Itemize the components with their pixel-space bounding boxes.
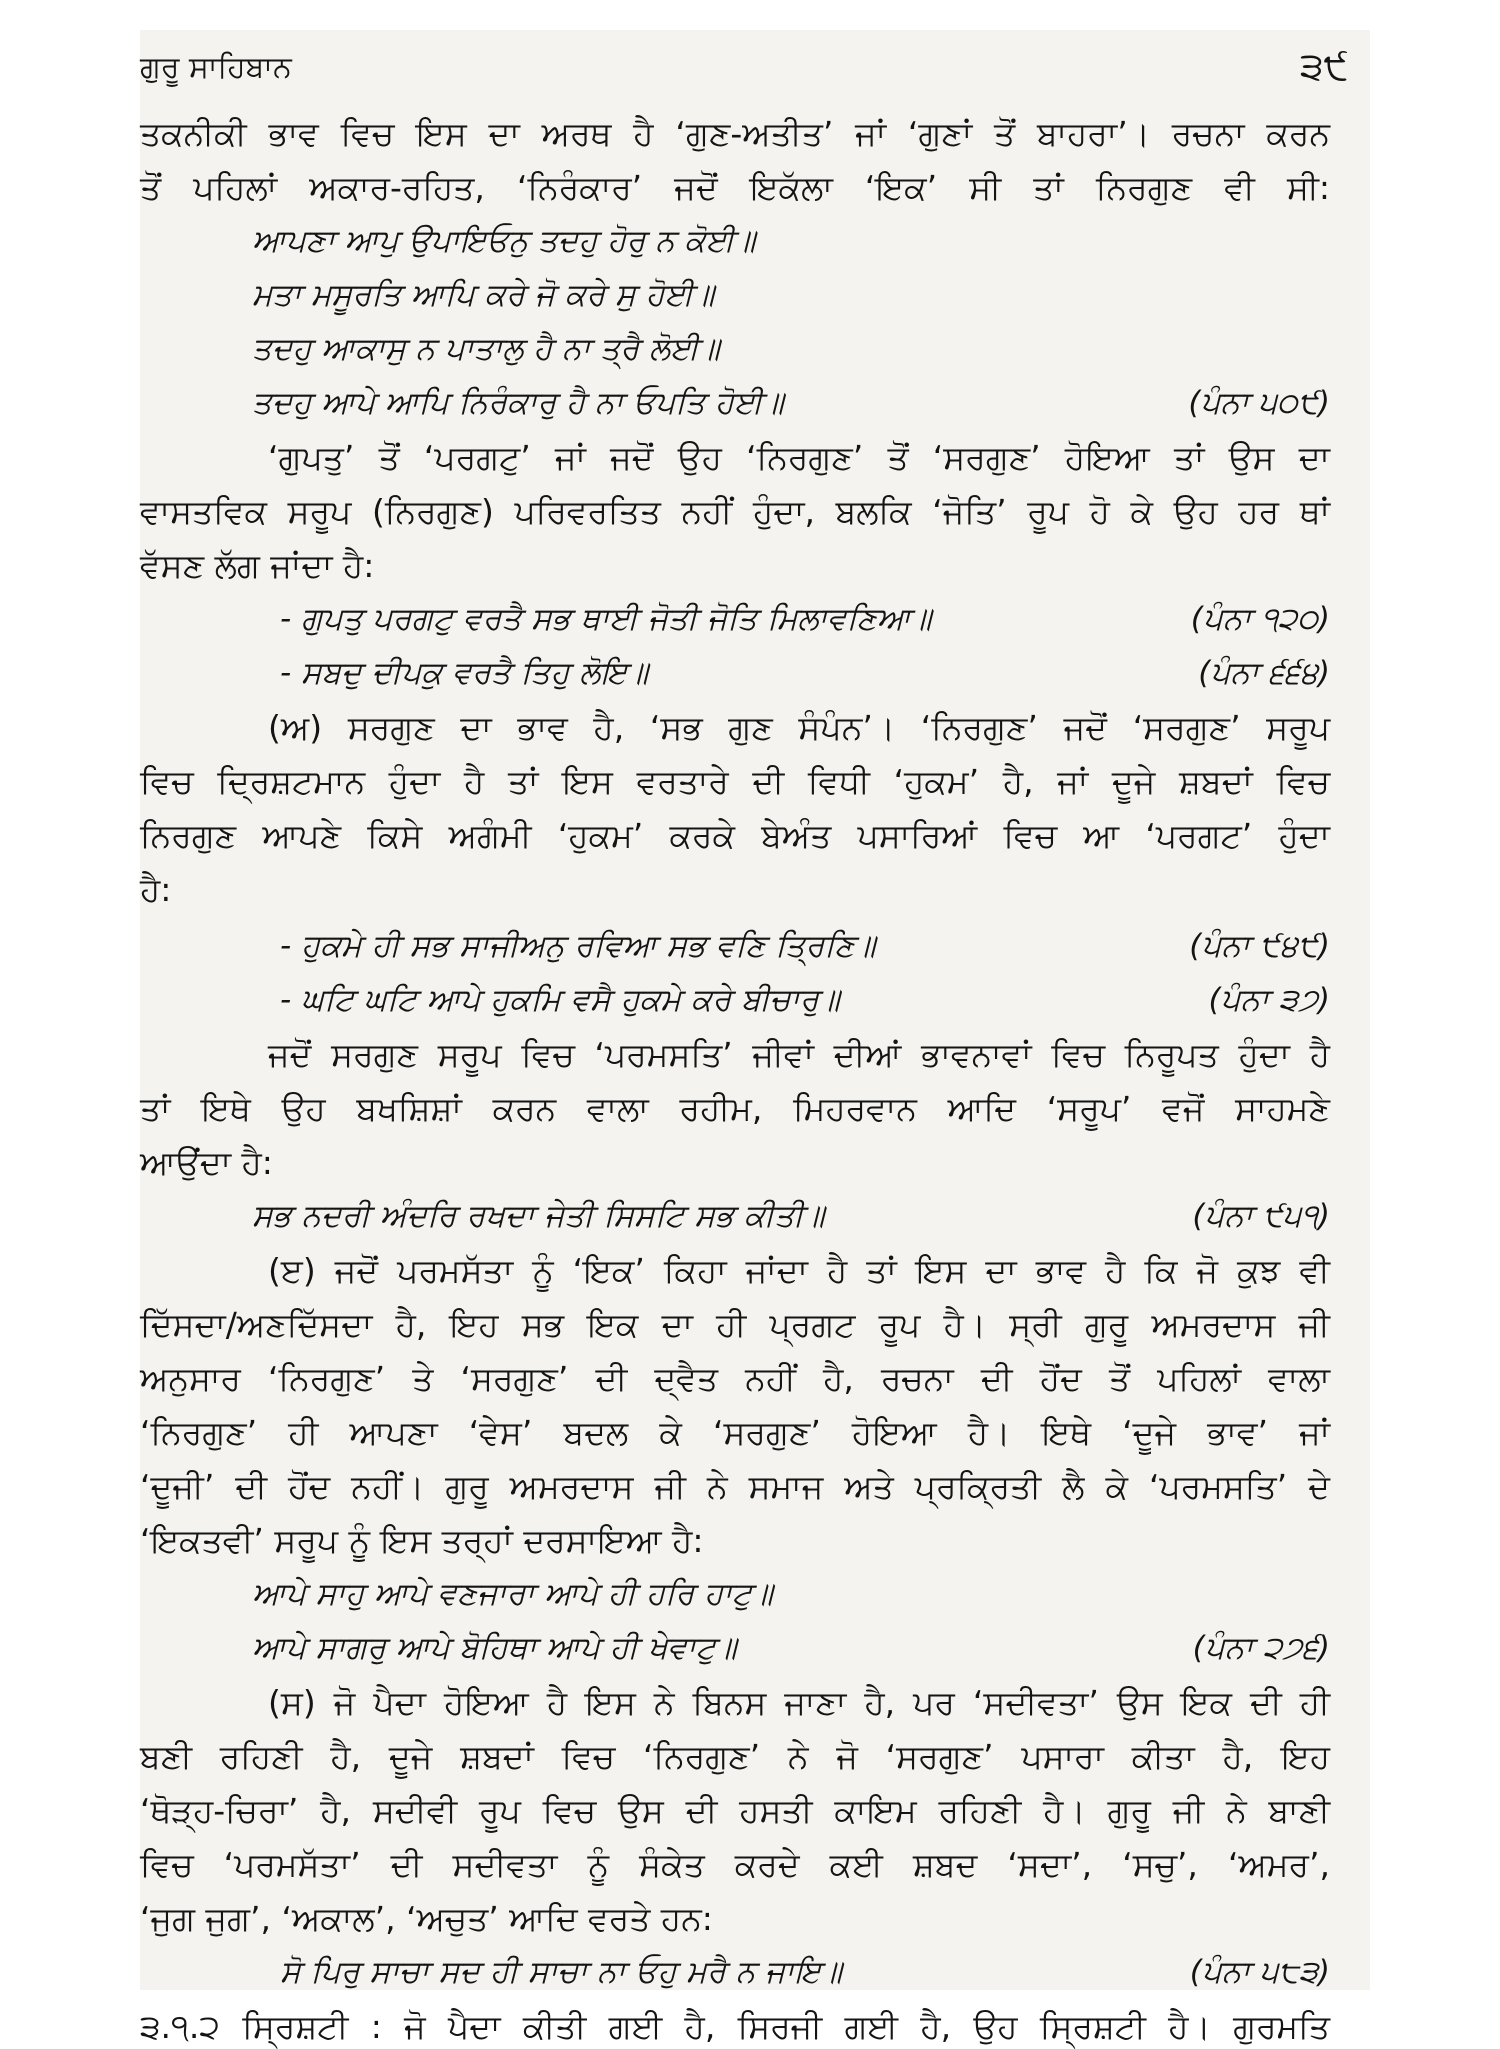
book-page	[140, 30, 1370, 2046]
quote-line: ਸਭ ਨਦਰੀ ਅੰਦਰਿ ਰਖਦਾ ਜੇਤੀ ਸਿਸਟਿ ਸਭ ਕੀਤੀ॥	[252, 1198, 825, 1234]
text-line: ‘ਥੋੜ੍ਹ-ਚਿਰਾ’ ਹੈ, ਸਦੀਵੀ ਰੂਪ ਵਿਚ ਉਸ ਦੀ ਹਸਤੀ ਕਾਇਮ ਰਹਿਣੀ ਹੈ। ਗੁਰੂ ਜੀ ਨੇ ਬਾਣੀ	[140, 1791, 1330, 1830]
text-line: ‘ਜੁਗ ਜੁਗ’, ‘ਅਕਾਲ’, ‘ਅਚੁਤ’ ਆਦਿ ਵਰਤੇ ਹਨ:	[140, 1899, 713, 1938]
quote-line: - ਹੁਕਮੇ ਹੀ ਸਭ ਸਾਜੀਅਨੁ ਰਵਿਆ ਸਭ ਵਣਿ ਤ੍ਰਿਣਿ॥	[280, 928, 876, 964]
quote-line: ਸੋ ਪਿਰੁ ਸਾਚਾ ਸਦ ਹੀ ਸਾਚਾ ਨਾ ਓਹੁ ਮਰੈ ਨ ਜਾਇ॥	[280, 1954, 842, 1990]
text-line: ਵਿਚ ਦ੍ਰਿਸ਼ਟਮਾਨ ਹੁੰਦਾ ਹੈ ਤਾਂ ਇਸ ਵਰਤਾਰੇ ਦੀ ਵਿਧੀ ‘ਹੁਕਮ’ ਹੈ, ਜਾਂ ਦੂਜੇ ਸ਼ਬਦਾਂ ਵਿਚ	[140, 762, 1330, 801]
quote-line: ਤਦਹੁ ਆਪੇ ਆਪਿ ਨਿਰੰਕਾਰੁ ਹੈ ਨਾ ਓਪਤਿ ਹੋਈ॥	[252, 385, 784, 421]
page-reference: (ਪੰਨਾ ੬੬੪)	[1198, 655, 1330, 691]
quote-line: - ਗੁਪਤੁ ਪਰਗਟੁ ਵਰਤੈ ਸਭ ਥਾਈ ਜੋਤੀ ਜੋਤਿ ਮਿਲਾਵਣਿਆ॥	[280, 601, 932, 637]
quote-line: ਆਪਣਾ ਆਪੁ ਉਪਾਇਓਨੁ ਤਦਹੁ ਹੋਰੁ ਨ ਕੋਈ॥	[252, 223, 756, 259]
text-line: ਅਨੁਸਾਰ ‘ਨਿਰਗੁਣ’ ਤੇ ‘ਸਰਗੁਣ’ ਦੀ ਦ੍ਵੈਤ ਨਹੀਂ ਹੈ, ਰਚਨਾ ਦੀ ਹੋਂਦ ਤੋਂ ਪਹਿਲਾਂ ਵਾਲਾ	[140, 1359, 1330, 1398]
text-line: ਵਾਸਤਵਿਕ ਸਰੂਪ (ਨਿਰਗੁਣ) ਪਰਿਵਰਤਿਤ ਨਹੀਂ ਹੁੰਦਾ, ਬਲਕਿ ‘ਜੋਤਿ’ ਰੂਪ ਹੋ ਕੇ ਉਹ ਹਰ ਥਾਂ	[140, 492, 1330, 531]
running-header-title: ਗੁਰੂ ਸਾਹਿਬਾਨ	[140, 50, 292, 85]
page-number: ੩੯	[1300, 44, 1349, 88]
page-reference: (ਪੰਨਾ ੩੭)	[1208, 982, 1330, 1018]
text-line: ਆਉਂਦਾ ਹੈ:	[140, 1143, 273, 1182]
quote-line: - ਸਬਦੁ ਦੀਪਕੁ ਵਰਤੈ ਤਿਹੁ ਲੋਇ॥	[280, 655, 649, 691]
text-line: ਹੈ:	[140, 870, 172, 909]
text-line: ਤਕਨੀਕੀ ਭਾਵ ਵਿਚ ਇਸ ਦਾ ਅਰਥ ਹੈ ‘ਗੁਣ-ਅਤੀਤ’ ਜਾਂ ‘ਗੁਣਾਂ ਤੋਂ ਬਾਹਰਾ’। ਰਚਨਾ ਕਰਨ	[140, 114, 1330, 153]
text-line: ‘ਨਿਰਗੁਣ’ ਹੀ ਆਪਣਾ ‘ਵੇਸ’ ਬਦਲ ਕੇ ‘ਸਰਗੁਣ’ ਹੋਇਆ ਹੈ। ਇਥੇ ‘ਦੂਜੇ ਭਾਵ’ ਜਾਂ	[140, 1413, 1330, 1452]
text-line: ਦਿੱਸਦਾ/ਅਣਦਿੱਸਦਾ ਹੈ, ਇਹ ਸਭ ਇਕ ਦਾ ਹੀ ਪ੍ਰਗਟ ਰੂਪ ਹੈ। ਸ੍ਰੀ ਗੁਰੂ ਅਮਰਦਾਸ ਜੀ	[140, 1305, 1330, 1344]
text-line: ਵੱਸਣ ਲੱਗ ਜਾਂਦਾ ਹੈ:	[140, 546, 375, 585]
text-line: (ਸ) ਜੋ ਪੈਦਾ ਹੋਇਆ ਹੈ ਇਸ ਨੇ ਬਿਨਸ ਜਾਣਾ ਹੈ, ਪਰ ‘ਸਦੀਵਤਾ’ ਉਸ ਇਕ ਦੀ ਹੀ	[268, 1683, 1330, 1722]
section-heading-line: ੩.੧.੨ ਸ੍ਰਿਸ਼ਟੀ : ਜੋ ਪੈਦਾ ਕੀਤੀ ਗਈ ਹੈ, ਸਿਰਜੀ ਗਈ ਹੈ, ਉਹ ਸ੍ਰਿਸ਼ਟੀ ਹੈ। ਗੁਰਮਤਿ	[140, 2007, 1330, 2046]
quote-line: ਤਦਹੁ ਆਕਾਸੁ ਨ ਪਾਤਾਲੁ ਹੈ ਨਾ ਤ੍ਰੈ ਲੋਈ॥	[252, 331, 720, 367]
text-line: ਜਦੋਂ ਸਰਗੁਣ ਸਰੂਪ ਵਿਚ ‘ਪਰਮਸਤਿ’ ਜੀਵਾਂ ਦੀਆਂ ਭਾਵਨਾਵਾਂ ਵਿਚ ਨਿਰੂਪਤ ਹੁੰਦਾ ਹੈ	[268, 1035, 1330, 1074]
text-line: ‘ਗੁਪਤੁ’ ਤੋਂ ‘ਪਰਗਟੁ’ ਜਾਂ ਜਦੋਂ ਉਹ ‘ਨਿਰਗੁਣ’ ਤੋਂ ‘ਸਰਗੁਣ’ ਹੋਇਆ ਤਾਂ ਉਸ ਦਾ	[268, 438, 1330, 477]
page-reference: (ਪੰਨਾ ੯੪੯)	[1189, 928, 1330, 964]
page-reference: (ਪੰਨਾ ੯੫੧)	[1192, 1198, 1330, 1234]
text-line: (ਅ) ਸਰਗੁਣ ਦਾ ਭਾਵ ਹੈ, ‘ਸਭ ਗੁਣ ਸੰਪੰਨ’। ‘ਨਿਰਗੁਣ’ ਜਦੋਂ ‘ਸਰਗੁਣ’ ਸਰੂਪ	[268, 708, 1330, 747]
page-reference: (ਪੰਨਾ ੧੨੦)	[1190, 601, 1330, 637]
text-line: ਤੋਂ ਪਹਿਲਾਂ ਅਕਾਰ-ਰਹਿਤ, ‘ਨਿਰੰਕਾਰ’ ਜਦੋਂ ਇਕੱਲਾ ‘ਇਕ’ ਸੀ ਤਾਂ ਨਿਰਗੁਣ ਵੀ ਸੀ:	[140, 168, 1330, 207]
text-line: ਤਾਂ ਇਥੇ ਉਹ ਬਖਸ਼ਿਸ਼ਾਂ ਕਰਨ ਵਾਲਾ ਰਹੀਮ, ਮਿਹਰਵਾਨ ਆਦਿ ‘ਸਰੂਪ’ ਵਜੋਂ ਸਾਹਮਣੇ	[140, 1089, 1330, 1128]
text-line: ਨਿਰਗੁਣ ਆਪਣੇ ਕਿਸੇ ਅਗੰਮੀ ‘ਹੁਕਮ’ ਕਰਕੇ ਬੇਅੰਤ ਪਸਾਰਿਆਂ ਵਿਚ ਆ ‘ਪਰਗਟ’ ਹੁੰਦਾ	[140, 816, 1330, 855]
text-line: (ੲ) ਜਦੋਂ ਪਰਮਸੱਤਾ ਨੂੰ ‘ਇਕ’ ਕਿਹਾ ਜਾਂਦਾ ਹੈ ਤਾਂ ਇਸ ਦਾ ਭਾਵ ਹੈ ਕਿ ਜੋ ਕੁਝ ਵੀ	[268, 1251, 1330, 1290]
page-reference: (ਪੰਨਾ ੫੮੩)	[1189, 1954, 1330, 1990]
text-line: ਬਣੀ ਰਹਿਣੀ ਹੈ, ਦੂਜੇ ਸ਼ਬਦਾਂ ਵਿਚ ‘ਨਿਰਗੁਣ’ ਨੇ ਜੋ ‘ਸਰਗੁਣ’ ਪਸਾਰਾ ਕੀਤਾ ਹੈ, ਇਹ	[140, 1737, 1330, 1776]
text-line: ‘ਇਕਤਵੀ’ ਸਰੂਪ ਨੂੰ ਇਸ ਤਰ੍ਹਾਂ ਦਰਸਾਇਆ ਹੈ:	[140, 1521, 704, 1560]
quote-line: - ਘਟਿ ਘਟਿ ਆਪੇ ਹੁਕਮਿ ਵਸੈ ਹੁਕਮੇ ਕਰੇ ਬੀਚਾਰੁ॥	[280, 982, 840, 1018]
page-reference: (ਪੰਨਾ ੫੦੯)	[1188, 385, 1330, 421]
text-line: ‘ਦੂਜੀ’ ਦੀ ਹੋਂਦ ਨਹੀਂ। ਗੁਰੂ ਅਮਰਦਾਸ ਜੀ ਨੇ ਸਮਾਜ ਅਤੇ ਪ੍ਰਕ੍ਰਿਤੀ ਲੈ ਕੇ ‘ਪਰਮਸਤਿ’ ਦੇ	[140, 1467, 1330, 1506]
text-line: ਵਿਚ ‘ਪਰਮਸੱਤਾ’ ਦੀ ਸਦੀਵਤਾ ਨੂੰ ਸੰਕੇਤ ਕਰਦੇ ਕਈ ਸ਼ਬਦ ‘ਸਦਾ’, ‘ਸਚੁ’, ‘ਅਮਰ’,	[140, 1845, 1330, 1884]
quote-line: ਮਤਾ ਮਸੂਰਤਿ ਆਪਿ ਕਰੇ ਜੋ ਕਰੇ ਸੁ ਹੋਈ॥	[252, 277, 715, 313]
page-reference: (ਪੰਨਾ ੨੭੬)	[1192, 1630, 1330, 1666]
quote-line: ਆਪੇ ਸਾਗਰੁ ਆਪੇ ਬੋਹਿਥਾ ਆਪੇ ਹੀ ਖੇਵਾਟੁ॥	[252, 1630, 737, 1666]
quote-line: ਆਪੇ ਸਾਹੁ ਆਪੇ ਵਣਜਾਰਾ ਆਪੇ ਹੀ ਹਰਿ ਹਾਟੁ॥	[252, 1576, 773, 1612]
